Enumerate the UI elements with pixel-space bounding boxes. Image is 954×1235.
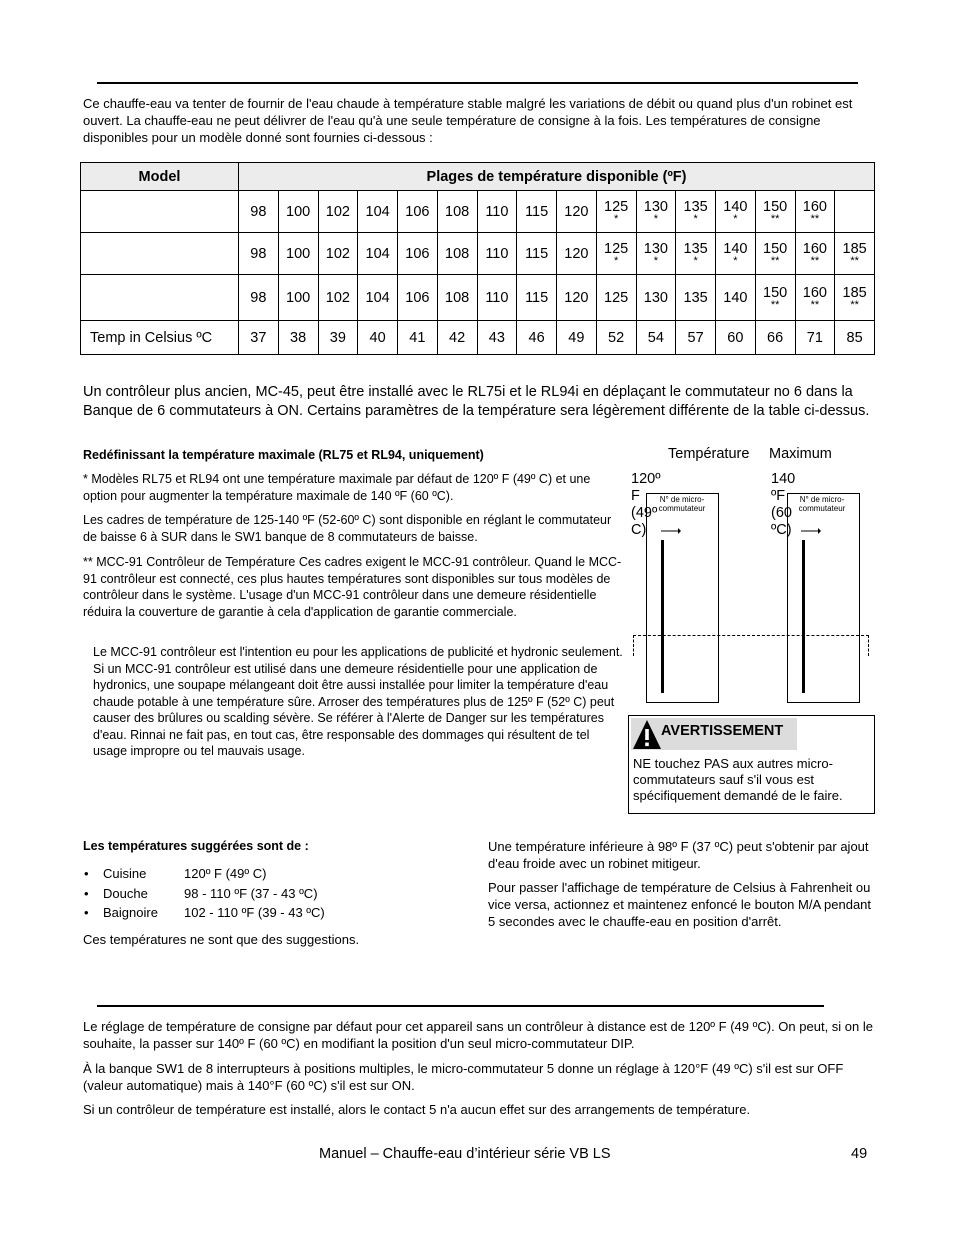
temperature-value: 106	[405, 203, 430, 220]
room-temperature: 102 - 110 ºF (39 - 43 ºC)	[184, 905, 325, 920]
room-label: Douche	[103, 885, 148, 901]
temperature-cell	[596, 275, 636, 321]
paragraph-star: * Modèles RL75 et RL94 ont une température maximale par défaut de 120º F (49º C) et une option pour augmenter la température maximale de 140 ºF (60 ºC).	[83, 472, 591, 503]
footnote-marker: *	[613, 213, 619, 225]
bullet-icon: •	[84, 905, 89, 920]
celsius-cell: 39	[318, 321, 358, 355]
temperature-cell	[437, 275, 477, 321]
temperature-value: 115	[525, 203, 549, 220]
switch-cell	[663, 617, 664, 636]
temperature-value: 106	[405, 245, 430, 262]
model-cell	[81, 191, 239, 233]
switch-highlight-box	[633, 635, 869, 656]
redefine-heading: Redéfinissant la température maximale (RL75 et RL94, uniquement)	[83, 448, 484, 462]
temperature-cell	[278, 191, 318, 233]
switch-row	[662, 560, 664, 579]
temperature-value: 100	[286, 203, 311, 220]
footnote-marker: **	[810, 213, 820, 225]
switch-cell	[804, 541, 805, 560]
temperature-cell	[477, 191, 517, 233]
switch-row	[803, 598, 805, 617]
temperature-cell	[636, 233, 676, 275]
temperature-cell	[795, 233, 835, 275]
temperature-cell	[755, 275, 795, 321]
temperature-value: 106	[405, 289, 430, 306]
switch-row	[803, 579, 805, 598]
switch-cell	[804, 617, 805, 636]
temperature-cell	[398, 233, 438, 275]
celsius-cell: 60	[716, 321, 756, 355]
temperature-value: 125	[604, 241, 629, 257]
celsius-cell: 38	[278, 321, 318, 355]
temperature-cell	[239, 275, 279, 321]
switch-cell	[804, 655, 805, 674]
footnote-marker: **	[770, 255, 780, 267]
temperature-value: 130	[643, 289, 668, 306]
right-switch-grid	[802, 540, 805, 693]
temperature-cell	[477, 275, 517, 321]
celsius-cell: 85	[835, 321, 875, 355]
switch-row	[803, 560, 805, 579]
temperature-value: 104	[365, 245, 390, 262]
footnote-marker: *	[613, 255, 619, 267]
figure-left-value: 120º F (49º C)	[631, 471, 661, 538]
temperature-value: 120	[564, 203, 589, 220]
footnote-marker: **	[850, 299, 859, 311]
model-cell	[81, 233, 239, 275]
celsius-cell: 46	[517, 321, 557, 355]
sw1-bank-paragraph: À la banque SW1 de 8 interrupteurs à positions multiples, le micro-commutateur 5 donne un réglage à 120°F (49 ºC) s'il est sur OFF (valeur automatique) mais à 140°F (60 ºC) s'il est sur ON.	[83, 1061, 844, 1093]
temperature-value: 125	[604, 199, 629, 215]
temperature-value: 160	[802, 285, 827, 301]
celsius-cell: 37	[239, 321, 279, 355]
footnote-marker: *	[653, 213, 659, 225]
temperature-cell	[596, 191, 636, 233]
switch-cell	[663, 655, 664, 674]
temperature-cell	[795, 275, 835, 321]
temperature-value: 185	[842, 285, 867, 301]
temperature-value: 185	[842, 241, 867, 257]
figure-label-maximum: Maximum	[769, 446, 832, 462]
temperature-value: 102	[325, 289, 350, 306]
footer-page-number: 49	[851, 1146, 868, 1162]
temperature-cell	[716, 233, 756, 275]
temperature-value: 102	[325, 203, 350, 220]
older-controller-paragraph: Un contrôleur plus ancien, MC-45, peut être installé avec le RL75i et le RL94i en déplaçant le commutateur no 6 dans la Banque de 6 commutateurs à ON. Certains paramètres de la température sera légèrement différente de la table ci-dessus.	[83, 384, 870, 419]
temperature-value: 120	[564, 289, 589, 306]
suggested-note: Ces températures ne sont que des suggestions.	[83, 932, 360, 947]
temperature-value: 104	[365, 203, 390, 220]
temperature-value: 110	[485, 245, 509, 262]
warning-box	[628, 715, 875, 814]
room-temperature: 120º F (49º C)	[184, 866, 267, 881]
figure-right-value: 140 ºF (60 ºC)	[771, 471, 796, 538]
temperature-value: 115	[525, 289, 549, 306]
switch-cell	[804, 560, 805, 579]
room-label: Cuisine	[103, 866, 147, 881]
switch-cell	[663, 560, 664, 579]
switch-cell	[663, 598, 664, 617]
intro-paragraph: Ce chauffe-eau va tenter de fournir de l'eau chaude à température stable malgré les variations de débit ou quand plus d'un robinet est ouvert. La chauffe-eau ne peut délivrer de l'eau qu'à une seule température de consigne à la fois. Les températures de consigne disponibles pour un modèle donné sont fournies ci-dessous :	[83, 96, 853, 145]
temperature-cell	[358, 191, 398, 233]
left-switch-grid	[661, 540, 664, 693]
temperature-cell	[676, 191, 716, 233]
footnote-marker: *	[693, 255, 698, 267]
footnote-marker: **	[810, 299, 820, 311]
temperature-cell	[755, 191, 795, 233]
celsius-cell: 54	[636, 321, 676, 355]
temperature-cell	[477, 233, 517, 275]
celsius-cell: 71	[795, 321, 835, 355]
default-setting-paragraph: Le réglage de température de consigne par défaut pour cet appareil sans un contrôleur à distance est de 120º F (49 ºC). On peut, si on le souhaite, la passer sur 140º F (60 ºC) en modifiant la position d'un seul micro-commutateur DIP.	[83, 1019, 873, 1051]
switch-cell	[804, 579, 805, 598]
celsius-cell: 52	[596, 321, 636, 355]
temperature-value: 104	[365, 289, 390, 306]
temperature-cell	[318, 233, 358, 275]
temperature-value: 102	[325, 245, 350, 262]
model-cell	[81, 275, 239, 321]
temperature-cell	[636, 275, 676, 321]
temperature-value: 110	[485, 289, 509, 306]
switch-cell	[804, 674, 805, 693]
temperature-value: 98	[250, 245, 267, 262]
right-switch-note: N° de micro-commutateur	[798, 495, 846, 513]
temperature-cell	[755, 233, 795, 275]
celsius-cell: 57	[676, 321, 716, 355]
temperature-cell	[716, 191, 756, 233]
room-temperature: 98 - 110 ºF (37 - 43 ºC)	[184, 885, 318, 901]
temperature-value: 108	[445, 289, 470, 306]
temperature-value: 160	[802, 199, 827, 215]
switch-cell	[663, 674, 664, 693]
temperature-cell	[398, 191, 438, 233]
right-switch-bank	[787, 493, 860, 703]
temperature-value: 110	[485, 203, 509, 220]
temperature-value: 150	[763, 285, 788, 301]
switch-cell	[663, 541, 664, 560]
celsius-cell: 42	[437, 321, 477, 355]
temperature-value: 100	[286, 289, 311, 306]
switch-row	[662, 655, 664, 674]
temperature-cell	[278, 233, 318, 275]
celsius-cell: 41	[398, 321, 438, 355]
celsius-row	[81, 321, 875, 355]
temperature-value: 160	[802, 241, 827, 257]
temperature-cell	[835, 275, 875, 321]
switch-row	[662, 617, 664, 636]
celsius-cell: 40	[358, 321, 398, 355]
left-switch-bank	[646, 493, 719, 703]
temperature-cell	[318, 191, 358, 233]
temperature-value: 98	[250, 203, 267, 220]
celsius-label: Temp in Celsius ºC	[81, 321, 239, 355]
table-header-row	[81, 163, 875, 191]
temperature-cell	[517, 191, 557, 233]
warning-header	[631, 718, 797, 750]
footnote-marker: **	[850, 255, 859, 267]
warning-title: AVERTISSEMENT	[661, 723, 784, 739]
temperature-cell	[676, 275, 716, 321]
switch-row	[803, 617, 805, 636]
paragraph-mcc: ** MCC-91 Contrôleur de Température Ces cadres exigent le MCC-91 contrôleur. Quand le MCC-91 contrôleur est connecté, ces plus hautes températures sont disponibles sur tous modèles de contrôleur dans le système. L'usage d'un MCC-91 contrôleur dans une demeure résidentielle réduira la couverture de garantie à cela d'application de garantie commerciale.	[83, 555, 622, 619]
temperature-table	[80, 162, 875, 355]
temperature-cell	[557, 233, 597, 275]
switch-row	[803, 674, 805, 693]
temperature-cell	[517, 233, 557, 275]
footnote-marker: *	[653, 255, 659, 267]
temperature-cell	[795, 191, 835, 233]
temperature-value: 130	[643, 241, 668, 257]
temperature-value: 140	[723, 199, 748, 215]
temperature-cell	[835, 191, 875, 233]
temperature-cell	[596, 233, 636, 275]
temperature-value: 130	[643, 199, 668, 215]
switch-display-paragraph: Pour passer l'affichage de température de Celsius à Fahrenheit ou vice versa, actionnez et maintenez enfoncé le bouton M/A pendant 5 secondes avec le chauffe-eau en position d'arrêt.	[488, 880, 872, 929]
left-arrow-icon	[661, 527, 681, 535]
warning-body: NE touchez PAS aux autres micro-commutateurs sauf s'il vous est spécifiquement demandé de le faire.	[633, 756, 843, 803]
contact5-paragraph: Si un contrôleur de température est installé, alors le contact 5 n'a aucun effet sur des arrangements de température.	[83, 1102, 751, 1117]
section-rule	[97, 1005, 824, 1007]
warning-triangle-icon	[632, 719, 662, 750]
paragraph-hydronic: Le MCC-91 contrôleur est l'intention eu pour les applications de publicité et hydronic seulement. Si un MCC-91 contrôleur est utilisé dans une demeure résidentielle pour une application de hydronics, une soupape mélangeant doit être aussi installée pour limiter la température d'eau chaude potable à une température sûre. Arroser des températures plus de 125º F (52º C) peut causer des brûlures ou scalding sévère. Se référer à l'Alerte de Danger sur les températures d'eau. Rinnai ne fait pas, en tout cas, être responsable des dommages qui résultent de tel usage impropre ou tel mauvais usage.	[93, 645, 623, 758]
temperature-value: 140	[723, 289, 748, 306]
footnote-marker: *	[693, 213, 698, 225]
switch-row	[662, 579, 664, 598]
switch-cell	[804, 598, 805, 617]
footnote-marker: **	[770, 213, 780, 225]
header-model: Model	[81, 163, 239, 191]
switch-row	[662, 674, 664, 693]
suggested-heading: Les températures suggérées sont de :	[83, 839, 309, 853]
footnote-marker: *	[733, 255, 738, 267]
switch-cell	[663, 579, 664, 598]
temperature-value: 98	[250, 289, 267, 306]
switch-row	[803, 541, 805, 560]
temperature-value: 135	[683, 289, 708, 306]
footer-title: Manuel – Chauffe-eau d’intérieur série VB LS	[319, 1146, 611, 1162]
right-arrow-icon	[801, 527, 821, 535]
temperature-value: 100	[286, 245, 311, 262]
temperature-cell	[517, 275, 557, 321]
temperature-cell	[398, 275, 438, 321]
temperature-cell	[676, 233, 716, 275]
switch-row	[662, 598, 664, 617]
temperature-cell	[239, 233, 279, 275]
temperature-value: 108	[445, 203, 470, 220]
temperature-cell	[557, 191, 597, 233]
temperature-cell	[437, 233, 477, 275]
temperature-value: 115	[525, 245, 549, 262]
footnote-marker: *	[733, 213, 738, 225]
bullet-icon: •	[84, 866, 89, 881]
switch-row	[662, 541, 664, 560]
temperature-value: 150	[763, 199, 788, 215]
temperature-cell	[358, 275, 398, 321]
header-ranges: Plages de température disponible (ºF)	[239, 163, 875, 191]
footnote-marker: **	[810, 255, 820, 267]
temperature-cell	[636, 191, 676, 233]
temperature-cell	[557, 275, 597, 321]
celsius-cell: 43	[477, 321, 517, 355]
table-row	[81, 275, 875, 321]
celsius-cell: 66	[755, 321, 795, 355]
paragraph-frames: Les cadres de température de 125-140 ºF (52-60º C) sont disponible en réglant le commutateur de baisse 6 à SUR dans le SW1 banque de 8 commutateurs de baisse.	[83, 513, 612, 544]
temperature-cell	[358, 233, 398, 275]
left-switch-note: N° de micro-commutateur	[658, 495, 706, 513]
temperature-value: 108	[445, 245, 470, 262]
temperature-cell	[278, 275, 318, 321]
temperature-cell	[239, 191, 279, 233]
temperature-value: 135	[683, 241, 708, 257]
footnote-marker: **	[770, 299, 780, 311]
figure-label-temperature: Température	[668, 446, 750, 462]
switch-row	[803, 655, 805, 674]
lower-temp-paragraph: Une température inférieure à 98º F (37 ºC) peut s'obtenir par ajout d'eau froide avec un robinet mitigeur.	[488, 839, 869, 871]
temperature-value: 125	[604, 289, 629, 306]
bullet-icon: •	[84, 885, 89, 901]
temperature-value: 120	[564, 245, 589, 262]
temperature-cell	[835, 233, 875, 275]
temperature-value: 135	[683, 199, 708, 215]
temperature-cell	[716, 275, 756, 321]
temperature-cell	[318, 275, 358, 321]
celsius-cell: 49	[557, 321, 597, 355]
temperature-value: 140	[723, 241, 748, 257]
temperature-cell	[437, 191, 477, 233]
room-label: Baignoire	[103, 905, 158, 920]
table-row	[81, 233, 875, 275]
top-rule	[97, 82, 858, 84]
temperature-value: 150	[763, 241, 788, 257]
table-row	[81, 191, 875, 233]
